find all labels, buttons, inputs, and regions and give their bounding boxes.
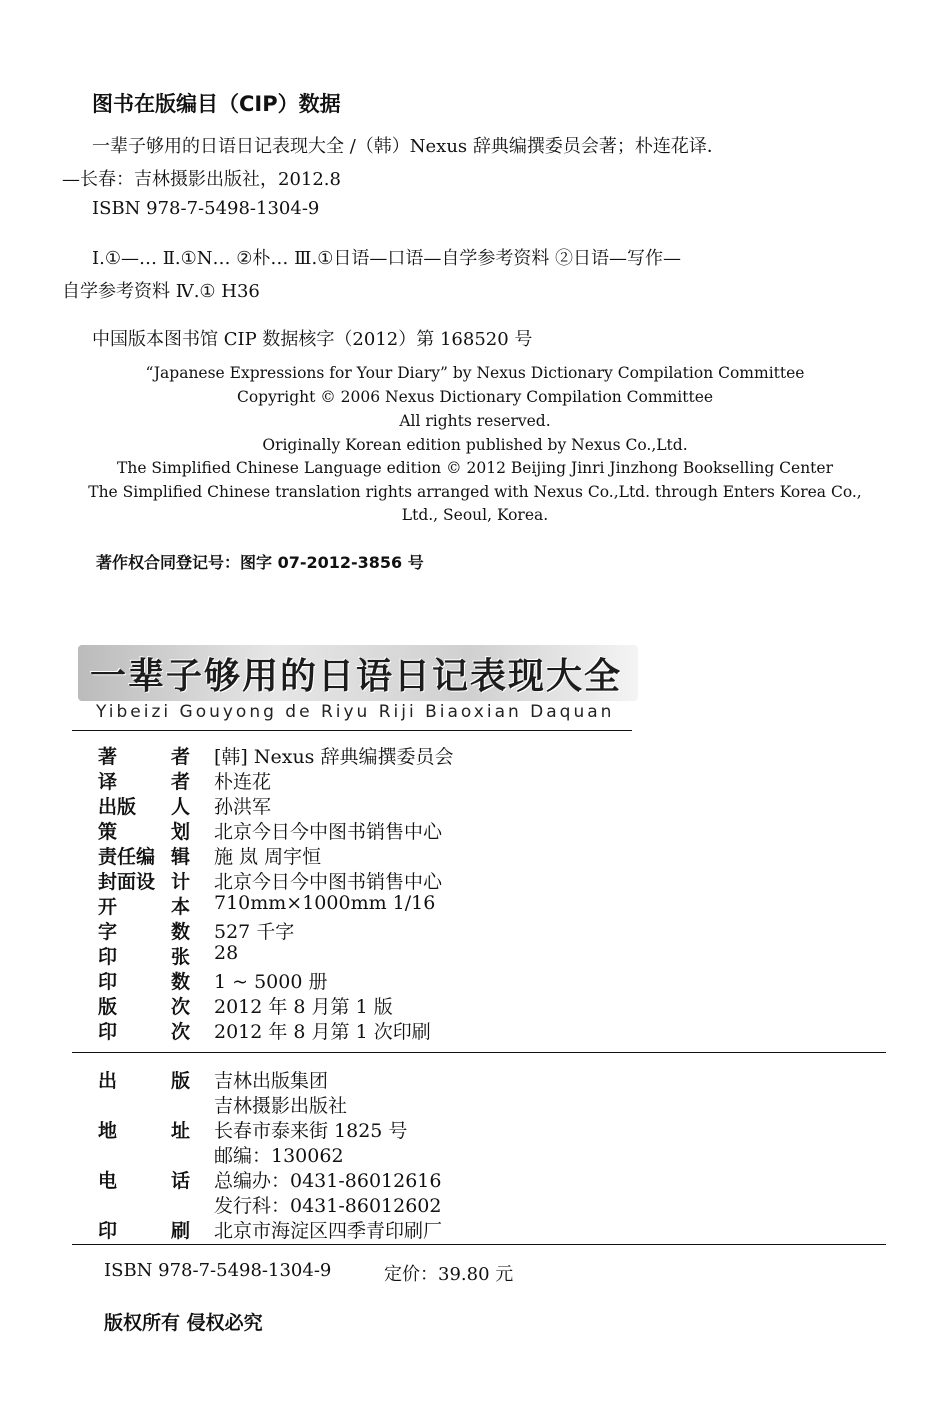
english-line: The Simplified Chinese translation rights arranged with Nexus Co.,Ltd. through Enters Korea Co., bbox=[88, 483, 862, 501]
credits-label bbox=[98, 1017, 190, 1044]
divider bbox=[72, 730, 632, 731]
label-end: 话 bbox=[170, 1170, 190, 1192]
cip-bibliographic-line: 一辈子够用的日语日记表现大全 /（韩）Nexus 辞典编撰委员会著；朴连花译． bbox=[92, 136, 725, 157]
english-line: “Japanese Expressions for Your Diary” by Nexus Dictionary Compilation Committee bbox=[145, 364, 805, 382]
divider bbox=[72, 1244, 886, 1245]
label-end: 计 bbox=[170, 871, 190, 893]
label-end: 人 bbox=[170, 796, 190, 818]
label-end: 本 bbox=[170, 896, 190, 918]
label-end: 址 bbox=[170, 1120, 190, 1142]
label-start: 策 bbox=[98, 821, 118, 843]
credits-label bbox=[98, 767, 190, 794]
publisher-value: 邮编：130062 bbox=[214, 1145, 344, 1167]
publisher-value: 吉林出版集团 bbox=[214, 1070, 329, 1092]
credits-label bbox=[98, 867, 190, 894]
credits-value: 朴连花 bbox=[214, 771, 272, 793]
book-title-pinyin: Yibeizi Gouyong de Riyu Riji Biaoxian Daquan bbox=[96, 702, 615, 722]
credits-value: 北京今日今中图书销售中心 bbox=[214, 871, 443, 893]
label-start: 版 bbox=[98, 996, 118, 1018]
cip-classification-1: Ⅰ.①—… Ⅱ.①N… ②朴… Ⅲ.①日语—口语—自学参考资料 ②日语—写作— bbox=[92, 248, 682, 269]
label-start: 封面设 bbox=[98, 871, 156, 893]
label-start: 印 bbox=[98, 971, 118, 993]
publisher-value: 吉林摄影出版社 bbox=[214, 1095, 348, 1117]
english-line: Copyright © 2006 Nexus Dictionary Compilation Committee bbox=[236, 388, 714, 406]
credits-value: 2012 年 8 月第 1 次印刷 bbox=[214, 1021, 431, 1043]
credits-label bbox=[98, 792, 190, 819]
book-title: 一辈子够用的日语日记表现大全 bbox=[90, 655, 623, 697]
credits-label bbox=[98, 942, 190, 969]
label-end: 刷 bbox=[170, 1220, 190, 1242]
cip-library-number: 中国版本图书馆 CIP 数据核字（2012）第 168520 号 bbox=[92, 329, 533, 350]
cip-classification-2: 自学参考资料 Ⅳ.① H36 bbox=[62, 281, 260, 302]
rights-notice: 版权所有 侵权必究 bbox=[104, 1312, 263, 1334]
price: 定价：39.80 元 bbox=[384, 1264, 514, 1285]
english-line: Ltd., Seoul, Korea. bbox=[401, 506, 549, 524]
label-end: 辑 bbox=[170, 846, 190, 868]
credits-value: 28 bbox=[214, 942, 239, 964]
publisher-label bbox=[98, 1066, 190, 1093]
label-end: 次 bbox=[170, 1021, 190, 1043]
cip-title: 图书在版编目（CIP）数据 bbox=[92, 92, 341, 116]
label-start: 出版 bbox=[98, 796, 137, 818]
label-start: 著 bbox=[98, 746, 118, 768]
label-end: 者 bbox=[170, 746, 190, 768]
label-start: 译 bbox=[98, 771, 118, 793]
publisher-label bbox=[98, 1116, 190, 1143]
publisher-value: 长春市泰来街 1825 号 bbox=[214, 1120, 408, 1142]
contract-registration: 著作权合同登记号：图字 07-2012-3856 号 bbox=[96, 553, 424, 572]
label-end: 数 bbox=[170, 971, 190, 993]
publisher-value: 北京市海淀区四季青印刷厂 bbox=[214, 1220, 443, 1242]
label-start: 印 bbox=[98, 1220, 118, 1242]
label-start: 电 bbox=[98, 1170, 118, 1192]
credits-value: 北京今日今中图书销售中心 bbox=[214, 821, 443, 843]
credits-label bbox=[98, 742, 190, 769]
credits-value: [韩] Nexus 辞典编撰委员会 bbox=[214, 746, 454, 768]
label-start: 责任编 bbox=[98, 846, 156, 868]
publisher-label bbox=[98, 1166, 190, 1193]
cip-isbn: ISBN 978-7-5498-1304-9 bbox=[92, 198, 320, 219]
label-end: 数 bbox=[170, 921, 190, 943]
label-start: 开 bbox=[98, 896, 118, 918]
credits-label bbox=[98, 842, 190, 869]
publisher-value: 总编办：0431-86012616 bbox=[214, 1170, 442, 1192]
divider bbox=[72, 1052, 886, 1053]
credits-value: 2012 年 8 月第 1 版 bbox=[214, 996, 393, 1018]
cip-publication-line: —长春：吉林摄影出版社，2012.8 bbox=[62, 169, 341, 190]
credits-label bbox=[98, 917, 190, 944]
credits-label bbox=[98, 967, 190, 994]
english-line: Originally Korean edition published by Nexus Co.,Ltd. bbox=[262, 436, 688, 454]
english-line: All rights reserved. bbox=[399, 412, 551, 430]
label-start: 印 bbox=[98, 1021, 118, 1043]
credits-value: 施 岚 周宇恒 bbox=[214, 846, 322, 868]
label-end: 次 bbox=[170, 996, 190, 1018]
label-start: 地 bbox=[98, 1120, 118, 1142]
label-start: 印 bbox=[98, 946, 118, 968]
label-end: 者 bbox=[170, 771, 190, 793]
credits-value: 710mm×1000mm 1/16 bbox=[214, 892, 436, 914]
credits-label bbox=[98, 992, 190, 1019]
publisher-label bbox=[98, 1216, 190, 1243]
publisher-value: 发行科：0431-86012602 bbox=[214, 1195, 442, 1217]
credits-label bbox=[98, 817, 190, 844]
english-line: The Simplified Chinese Language edition © 2012 Beijing Jinri Jinzhong Bookselling Center bbox=[117, 459, 833, 477]
credits-value: 527 千字 bbox=[214, 921, 295, 943]
label-end: 版 bbox=[170, 1070, 190, 1092]
credits-value: 孙洪军 bbox=[214, 796, 272, 818]
label-end: 张 bbox=[170, 946, 190, 968]
label-start: 字 bbox=[98, 921, 118, 943]
credits-value: 1 ~ 5000 册 bbox=[214, 971, 328, 993]
label-start: 出 bbox=[98, 1070, 118, 1092]
label-end: 划 bbox=[170, 821, 190, 843]
credits-label bbox=[98, 892, 190, 919]
footer-isbn: ISBN 978-7-5498-1304-9 bbox=[104, 1260, 332, 1281]
